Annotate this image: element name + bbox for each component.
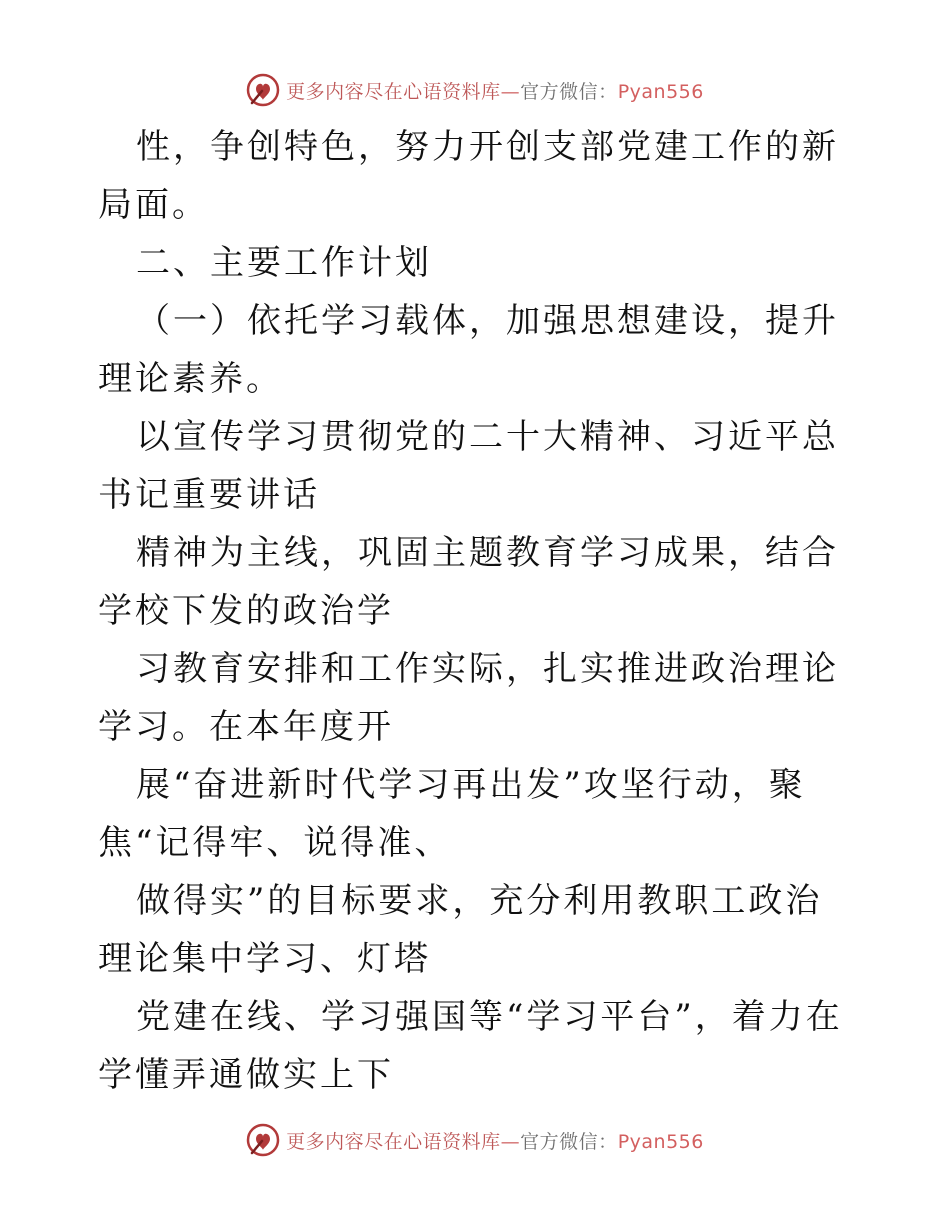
watermark-text: 更多内容尽在心语资料库—官方微信：Pyan556 [286, 80, 704, 103]
section-heading: 二、主要工作计划 [136, 243, 432, 283]
header-watermark [0, 70, 950, 110]
paragraph: 党建在线、学习强国等“学习平台”，着力在学懂弄通做实上下 [98, 997, 843, 1095]
paragraph: 性，争创特色，努力开创支部党建工作的新局面。 [98, 127, 839, 225]
footer-watermark [0, 1120, 950, 1160]
paragraph: 以宣传学习贯彻党的二十大精神、习近平总书记重要讲话 [98, 417, 839, 515]
paragraph: 习教育安排和工作实际，扎实推进政治理论学习。在本年度开 [98, 649, 839, 747]
heart-pen-logo-icon [246, 1123, 280, 1157]
heart-pen-logo-icon [246, 73, 280, 107]
subsection-heading: （一）依托学习载体，加强思想建设，提升理论素养。 [98, 301, 839, 399]
watermark-text: 更多内容尽在心语资料库—官方微信：Pyan556 [286, 1130, 704, 1153]
document-body [98, 118, 858, 1104]
paragraph: 展“奋进新时代学习再出发”攻坚行动，聚焦“记得牢、说得准、 [98, 765, 806, 863]
paragraph: 做得实”的目标要求，充分利用教职工政治理论集中学习、灯塔 [98, 881, 823, 979]
paragraph: 精神为主线，巩固主题教育学习成果，结合学校下发的政治学 [98, 533, 839, 631]
